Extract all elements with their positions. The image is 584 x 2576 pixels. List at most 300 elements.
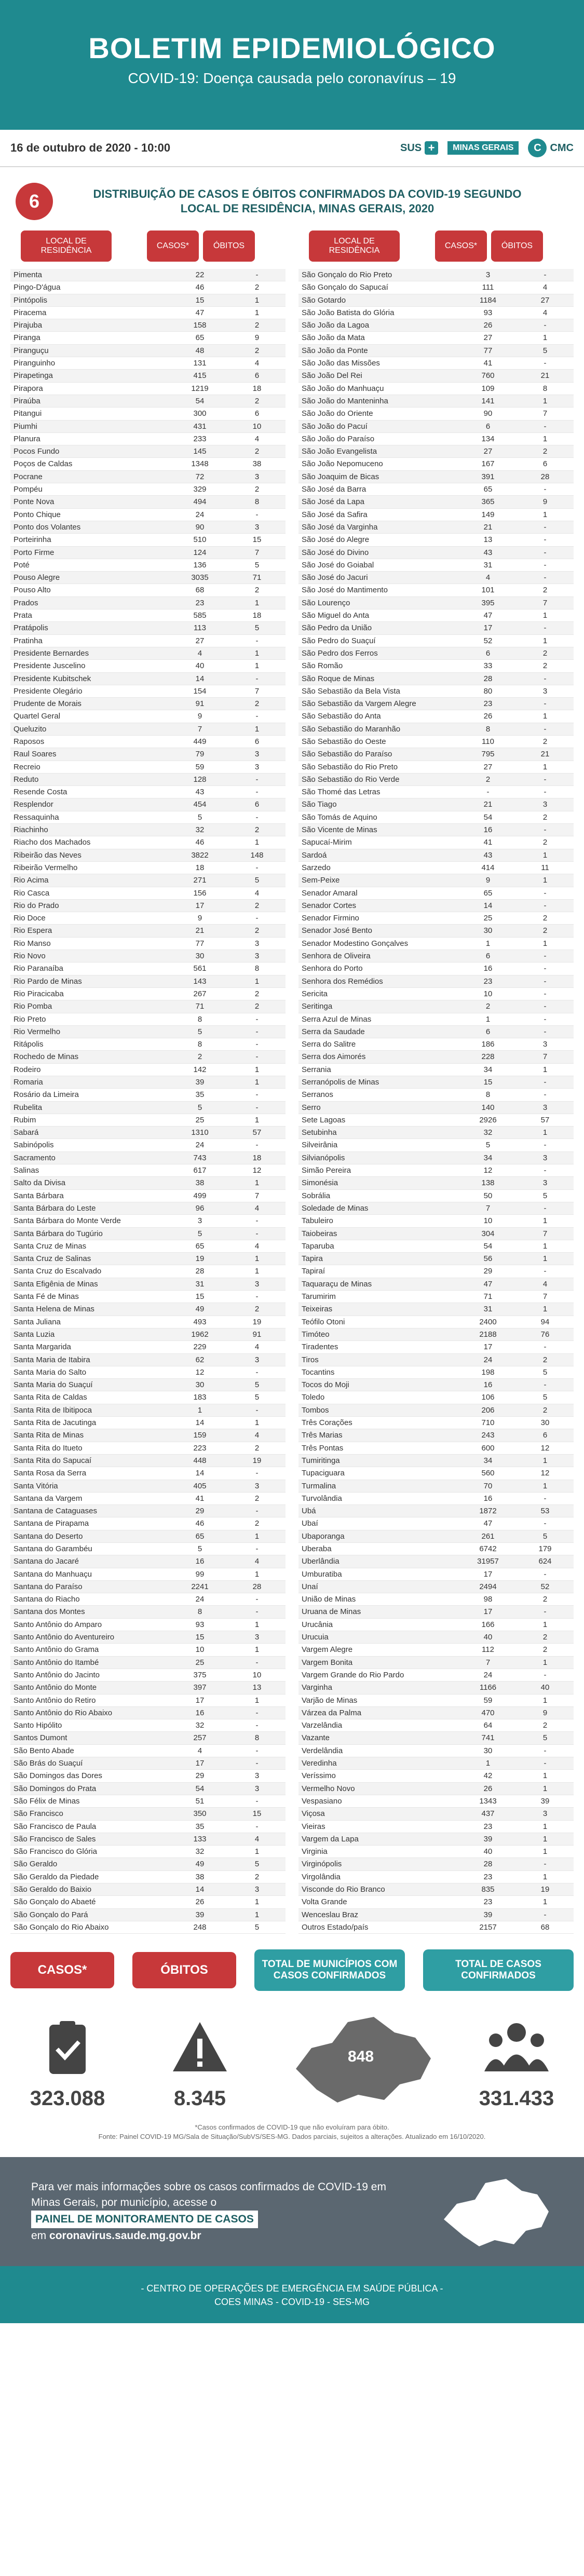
section-title: DISTRIBUIÇÃO DE CASOS E ÓBITOS CONFIRMADOS DA COVID-19 SEGUNDO LOCAL DE RESIDÊNCIA, MINAS GERAIS, 2020 xyxy=(93,187,522,215)
cases-count: 23 xyxy=(195,598,205,607)
municipality-name: Raposos xyxy=(13,737,45,746)
deaths-count: 2 xyxy=(542,1721,548,1730)
promo-prefix: em xyxy=(31,2230,47,2242)
municipality-name: Santa Maria de Itabira xyxy=(13,1355,90,1364)
municipality-name: Romaria xyxy=(13,1078,43,1087)
table-row xyxy=(298,1745,574,1757)
deaths-count: 6 xyxy=(254,737,260,746)
table-row xyxy=(10,1455,286,1467)
deaths-count: - xyxy=(544,952,547,961)
municipality-name: São José do Jacuri xyxy=(302,573,368,582)
deaths-count: 15 xyxy=(252,535,262,545)
cases-count: 101 xyxy=(481,586,495,595)
table-row xyxy=(298,1253,574,1265)
municipality-name: Santo Antônio do Aventureiro xyxy=(13,1633,115,1642)
table-row xyxy=(10,824,286,836)
report-date: 16 de outubro de 2020 - 10:00 xyxy=(10,141,171,154)
cases-count: 1 xyxy=(197,1405,202,1415)
cases-count: 54 xyxy=(483,1241,493,1251)
cases-count: - xyxy=(486,788,490,797)
municipality-name: Rio Doce xyxy=(13,914,46,923)
municipality-name: Santo Antônio do Jacinto xyxy=(13,1670,100,1679)
municipality-name: Urucuia xyxy=(302,1633,329,1642)
deaths-count: 1 xyxy=(542,396,548,405)
cases-count: 9 xyxy=(197,712,202,721)
deaths-count: 3 xyxy=(254,939,260,948)
table-row xyxy=(10,1013,286,1026)
cases-count: 499 xyxy=(193,1191,207,1200)
table-row xyxy=(298,370,574,382)
cases-count: 2 xyxy=(197,1052,202,1062)
municipality-name: Pitangui xyxy=(13,409,42,418)
table-row xyxy=(10,1808,286,1820)
cases-count: 10 xyxy=(483,1216,493,1226)
municipality-name: Senador Modestino Gonçalves xyxy=(302,939,409,948)
table-row xyxy=(10,761,286,774)
municipality-name: Santos Dumont xyxy=(13,1733,67,1743)
deaths-count: - xyxy=(544,1569,547,1579)
table-row xyxy=(298,748,574,761)
table-row xyxy=(298,1341,574,1353)
table-row xyxy=(298,1530,574,1543)
table-row xyxy=(298,761,574,774)
municipality-name: Santo Antônio do Amparo xyxy=(13,1620,102,1629)
deaths-count: 9 xyxy=(254,333,260,343)
deaths-count: 2 xyxy=(254,346,260,355)
cases-count: 186 xyxy=(481,1040,495,1049)
cases-count: 43 xyxy=(195,788,205,797)
cases-count: 65 xyxy=(195,1531,205,1541)
deaths-count: 6 xyxy=(542,459,548,469)
cases-count: 56 xyxy=(483,1254,493,1264)
municipality-name: Prata xyxy=(13,611,32,620)
municipality-name: Sete Lagoas xyxy=(302,1115,346,1124)
total-cases-value: 323.088 xyxy=(30,2087,105,2110)
deaths-count: 1 xyxy=(542,1241,548,1251)
deaths-count: 9 xyxy=(542,497,548,507)
table-row xyxy=(10,1719,286,1732)
cases-count: 6 xyxy=(485,952,491,961)
table-row xyxy=(298,496,574,508)
deaths-count: 5 xyxy=(254,1393,260,1402)
cases-count: 21 xyxy=(195,926,205,936)
cases-count: 1166 xyxy=(479,1683,497,1692)
municipality-name: Pintópolis xyxy=(13,295,48,305)
municipality-name: Porteirinha xyxy=(13,535,51,545)
cases-count: 4 xyxy=(485,573,491,582)
table-row xyxy=(10,383,286,395)
table-row xyxy=(10,836,286,849)
table-row xyxy=(10,471,286,483)
cases-count: 23 xyxy=(483,1897,493,1907)
cases-count: 25 xyxy=(195,1115,205,1124)
deaths-count: 624 xyxy=(538,1557,552,1566)
deaths-count: 3 xyxy=(254,1784,260,1793)
cases-count: 93 xyxy=(483,308,493,317)
table-row xyxy=(10,584,286,596)
total-confirmed-value: 331.433 xyxy=(479,2087,554,2110)
cases-count: 2926 xyxy=(479,1115,497,1124)
cases-count: 2157 xyxy=(479,1922,497,1932)
cases-count: 10 xyxy=(195,1645,205,1655)
municipality-name: Ponte Nova xyxy=(13,497,55,507)
table-row xyxy=(10,1657,286,1669)
cases-count: 405 xyxy=(193,1481,207,1490)
deaths-count: 18 xyxy=(252,1153,262,1162)
deaths-count: 4 xyxy=(254,359,260,368)
table-row xyxy=(10,698,286,710)
municipality-name: Ponto dos Volantes xyxy=(13,522,81,532)
municipality-name: Pocrane xyxy=(13,472,43,481)
deaths-count: - xyxy=(255,1040,259,1049)
deaths-count: - xyxy=(544,1494,547,1503)
table-row xyxy=(298,1808,574,1820)
deaths-count: 2 xyxy=(542,1645,548,1655)
table-row xyxy=(298,950,574,962)
municipality-name: São Sebastião da Vargem Alegre xyxy=(302,699,416,709)
table-row xyxy=(10,496,286,508)
municipality-name: Veríssimo xyxy=(302,1771,336,1781)
municipality-name: Rodeiro xyxy=(13,1065,41,1074)
deaths-count: - xyxy=(255,1595,259,1604)
cases-count: 243 xyxy=(481,1431,495,1440)
municipality-name: Senhora do Porto xyxy=(302,964,363,973)
municipality-name: Uruana de Minas xyxy=(302,1607,361,1617)
municipality-name: Resplendor xyxy=(13,800,53,809)
table-row xyxy=(10,988,286,1000)
deaths-count: 2 xyxy=(254,447,260,456)
municipality-name: Rio Preto xyxy=(13,1014,46,1024)
deaths-count: 19 xyxy=(540,1885,550,1894)
municipality-name: Rio Casca xyxy=(13,888,50,898)
table-row xyxy=(298,1102,574,1114)
table-row xyxy=(298,925,574,937)
municipality-name: Rio Pardo de Minas xyxy=(13,977,82,986)
cases-count: 26 xyxy=(483,712,493,721)
cases-count: 25 xyxy=(195,1658,205,1667)
municipality-name: São João do Manteninha xyxy=(302,396,388,405)
municipality-name: Recreio xyxy=(13,762,40,771)
cases-count: 16 xyxy=(483,825,493,835)
cases-count: 99 xyxy=(195,1569,205,1579)
table-row xyxy=(10,1089,286,1101)
promo-line1: Para ver mais informações sobre os casos confirmados de COVID-19 em Minas Gerais, por município, acesse o xyxy=(31,2181,386,2209)
deaths-count: - xyxy=(544,1002,547,1011)
table-row xyxy=(10,849,286,862)
deaths-count: 2 xyxy=(254,1305,260,1314)
municipality-name: Sabinópolis xyxy=(13,1141,54,1150)
cases-count: 1962 xyxy=(191,1330,209,1339)
deaths-count: - xyxy=(544,535,547,545)
deaths-count: 1 xyxy=(254,1078,260,1087)
cases-count: 23 xyxy=(483,699,493,709)
table-row xyxy=(10,1795,286,1808)
deaths-count: 5 xyxy=(254,560,260,570)
cases-count: 30 xyxy=(195,952,205,961)
municipality-name: Santa Maria do Suaçuí xyxy=(13,1380,93,1390)
table-row xyxy=(298,357,574,370)
cases-count: 1219 xyxy=(191,384,209,393)
table-row xyxy=(298,1429,574,1442)
municipality-name: Taparuba xyxy=(302,1241,334,1251)
deaths-count: 19 xyxy=(252,1317,262,1326)
table-row xyxy=(10,736,286,748)
table-row xyxy=(10,421,286,433)
municipality-name: Taquaraçu de Minas xyxy=(302,1279,372,1289)
deaths-count: 1 xyxy=(254,1696,260,1705)
municipality-name: São Vicente de Minas xyxy=(302,825,377,835)
municipality-name: Santa Rita de Caldas xyxy=(13,1393,87,1402)
deaths-count: 1 xyxy=(254,1254,260,1264)
minas-logo-label: MINAS GERAIS xyxy=(447,141,519,155)
table-right xyxy=(298,231,574,1934)
promo-url-link[interactable]: coronavirus.saude.mg.gov.br xyxy=(49,2230,201,2242)
deaths-count: - xyxy=(544,270,547,279)
municipality-name: Varjão de Minas xyxy=(302,1696,358,1705)
cases-count: 600 xyxy=(481,1443,495,1453)
deaths-count: 15 xyxy=(252,1809,262,1819)
cases-count: 33 xyxy=(483,661,493,671)
deaths-count: 7 xyxy=(542,409,548,418)
table-row xyxy=(10,1783,286,1795)
cases-count: 27 xyxy=(483,447,493,456)
municipality-name: Pocos Fundo xyxy=(13,447,60,456)
table-row xyxy=(298,521,574,534)
table-row xyxy=(10,1278,286,1291)
cases-count: 2241 xyxy=(191,1582,209,1591)
municipality-name: Vargem Bonita xyxy=(302,1658,353,1667)
table-row xyxy=(10,1606,286,1618)
section-heading xyxy=(0,167,584,231)
cases-count: 17 xyxy=(195,1759,205,1768)
table-row xyxy=(10,786,286,798)
cases-count: 617 xyxy=(193,1166,207,1175)
municipality-name: Urucânia xyxy=(302,1620,333,1629)
deaths-count: 91 xyxy=(252,1330,262,1339)
deaths-count: 68 xyxy=(540,1922,550,1932)
cases-count: 710 xyxy=(481,1418,495,1428)
municipality-name: São Sebastião do Paraíso xyxy=(302,750,392,759)
municipality-name: Piranguinho xyxy=(13,359,56,368)
table-row xyxy=(10,307,286,319)
deaths-count: 12 xyxy=(540,1469,550,1478)
table-row xyxy=(298,584,574,596)
table-row xyxy=(10,1467,286,1480)
table-row xyxy=(10,1127,286,1139)
deaths-count: 7 xyxy=(542,1292,548,1301)
table-row xyxy=(298,1404,574,1417)
deaths-count: 1 xyxy=(254,598,260,607)
deaths-count: 7 xyxy=(542,1229,548,1238)
cases-count: 34 xyxy=(483,1153,493,1162)
table-row xyxy=(298,836,574,849)
cases-count: 46 xyxy=(195,1519,205,1528)
deaths-count: - xyxy=(544,825,547,835)
table-row xyxy=(298,1089,574,1101)
table-row xyxy=(10,975,286,988)
municipality-name: São Sebastião da Bela Vista xyxy=(302,686,400,696)
municipality-name: Vargem da Lapa xyxy=(302,1834,359,1843)
cases-count: 156 xyxy=(193,888,207,898)
deaths-count: 1 xyxy=(542,1481,548,1490)
deaths-count: - xyxy=(544,1027,547,1036)
deaths-count: 2 xyxy=(542,661,548,671)
table-row xyxy=(298,345,574,357)
deaths-count: - xyxy=(255,1014,259,1024)
table-row xyxy=(10,408,286,420)
table-row xyxy=(298,1190,574,1202)
deaths-count: - xyxy=(255,1544,259,1553)
table-row xyxy=(298,421,574,433)
municipality-name: São Sebastião do Maranhão xyxy=(302,724,401,734)
deaths-count: 6 xyxy=(254,409,260,418)
table-row xyxy=(298,319,574,332)
deaths-count: 2 xyxy=(542,1595,548,1604)
municipality-name: Tarumirim xyxy=(302,1292,336,1301)
municipality-name: Ubaporanga xyxy=(302,1531,345,1541)
deaths-count: 4 xyxy=(254,1241,260,1251)
table-row xyxy=(298,1164,574,1177)
deaths-count: 2 xyxy=(254,321,260,330)
deaths-count: 179 xyxy=(538,1544,552,1553)
deaths-count: 2 xyxy=(254,586,260,595)
deaths-count: 4 xyxy=(254,1834,260,1843)
municipality-name: Santa Bárbara do Leste xyxy=(13,1203,96,1213)
cases-count: 15 xyxy=(195,1292,205,1301)
cases-count: 64 xyxy=(483,1721,493,1730)
cases-count: 90 xyxy=(483,409,493,418)
municipality-name: Santana de Cataguases xyxy=(13,1507,97,1516)
table-row xyxy=(10,1530,286,1543)
municipality-name: Teixeiras xyxy=(302,1305,333,1314)
municipality-name: Sericita xyxy=(302,989,328,998)
cases-count: 1310 xyxy=(191,1128,209,1137)
clipboard-check-icon xyxy=(36,2017,99,2079)
municipality-name: Timóteo xyxy=(302,1330,330,1339)
table-row xyxy=(298,660,574,672)
deaths-count: 3 xyxy=(254,1481,260,1490)
deaths-count: 1 xyxy=(542,1872,548,1881)
table-row xyxy=(298,1354,574,1366)
deaths-count: 8 xyxy=(254,964,260,973)
municipality-name: Rio do Prado xyxy=(13,901,59,910)
deaths-count: - xyxy=(544,359,547,368)
deaths-count: 2 xyxy=(254,1002,260,1011)
people-group-icon xyxy=(480,2017,553,2079)
table-row xyxy=(298,1127,574,1139)
promo-panel-link[interactable]: PAINEL DE MONITORAMENTO DE CASOS xyxy=(31,2211,258,2228)
deaths-count: 1 xyxy=(542,1658,548,1667)
cases-count: 6 xyxy=(485,1027,491,1036)
table-row xyxy=(298,887,574,900)
municipality-name: São José da Lapa xyxy=(302,497,364,507)
cases-count: 183 xyxy=(193,1393,207,1402)
deaths-count: - xyxy=(255,1027,259,1036)
deaths-count: 40 xyxy=(540,1683,550,1692)
cases-count: 47 xyxy=(483,611,493,620)
table-row xyxy=(10,647,286,660)
cases-count: 133 xyxy=(193,1834,207,1843)
cases-count: 1 xyxy=(485,1759,491,1768)
deaths-count: 5 xyxy=(542,1733,548,1743)
municipality-name: Silveirânia xyxy=(302,1141,338,1150)
municipality-name: Santana do Riacho xyxy=(13,1595,80,1604)
deaths-count: 2 xyxy=(254,1872,260,1881)
deaths-count: 5 xyxy=(542,1367,548,1377)
cases-count: 17 xyxy=(195,1696,205,1705)
municipality-name: Simonésia xyxy=(302,1178,338,1188)
plus-icon: + xyxy=(425,141,438,155)
municipality-name: Ribeirão Vermelho xyxy=(13,863,78,872)
deaths-count: - xyxy=(255,863,259,872)
municipality-name: Serra da Saudade xyxy=(302,1027,365,1036)
municipality-name: Serranópolis de Minas xyxy=(302,1078,379,1087)
table-row xyxy=(10,723,286,736)
bulletin-title: BOLETIM EPIDEMIOLÓGICO xyxy=(88,32,496,64)
municipality-name: Ubá xyxy=(302,1507,316,1516)
deaths-count: 1 xyxy=(254,308,260,317)
cases-count: 8 xyxy=(485,724,491,734)
municipality-name: Vieiras xyxy=(302,1822,325,1831)
deaths-count: 71 xyxy=(252,573,262,582)
deaths-count: 8 xyxy=(254,497,260,507)
municipality-name: Santa Rita do Itueto xyxy=(13,1443,83,1453)
deaths-count: 1 xyxy=(542,434,548,443)
deaths-count: 1 xyxy=(542,1784,548,1793)
deaths-count: - xyxy=(255,914,259,923)
cases-count: 431 xyxy=(193,422,207,431)
deaths-count: - xyxy=(544,422,547,431)
table-row xyxy=(298,1013,574,1026)
table-row xyxy=(298,1480,574,1493)
municipality-name: Santana do Jacaré xyxy=(13,1557,79,1566)
cases-count: 17 xyxy=(483,1569,493,1579)
cases-count: 22 xyxy=(195,270,205,279)
cases-count: 49 xyxy=(195,1860,205,1869)
cases-count: 7 xyxy=(485,1658,491,1667)
municipality-name: Riachinho xyxy=(13,825,48,835)
cases-count: 30 xyxy=(195,1380,205,1390)
cases-count: 29 xyxy=(195,1771,205,1781)
deaths-count: 1 xyxy=(542,1065,548,1074)
table-row xyxy=(298,1328,574,1341)
table-row xyxy=(10,887,286,900)
deaths-count: 2 xyxy=(254,283,260,292)
cases-count: 43 xyxy=(483,850,493,860)
cases-count: 448 xyxy=(193,1456,207,1465)
deaths-count: 6 xyxy=(254,800,260,809)
bulletin-subtitle: COVID-19: Doença causada pelo coronavírus – 19 xyxy=(128,70,456,86)
deaths-count: - xyxy=(544,1519,547,1528)
table-row xyxy=(10,1026,286,1038)
table-row xyxy=(298,824,574,836)
cases-count: 71 xyxy=(195,1002,205,1011)
table-row xyxy=(10,1732,286,1744)
table-row xyxy=(10,357,286,370)
cases-count: 19 xyxy=(195,1254,205,1264)
table-row xyxy=(10,1177,286,1189)
cases-count: 1184 xyxy=(479,295,497,305)
cases-count: 415 xyxy=(193,371,207,381)
table-row xyxy=(10,962,286,975)
table-row xyxy=(298,1783,574,1795)
cases-count: 17 xyxy=(483,623,493,633)
deaths-count: 1 xyxy=(254,1065,260,1074)
municipality-name: Senador Cortes xyxy=(302,901,357,910)
municipality-name: Santana do Paraíso xyxy=(13,1582,83,1591)
cases-count: 15 xyxy=(195,295,205,305)
table-row xyxy=(298,1265,574,1278)
